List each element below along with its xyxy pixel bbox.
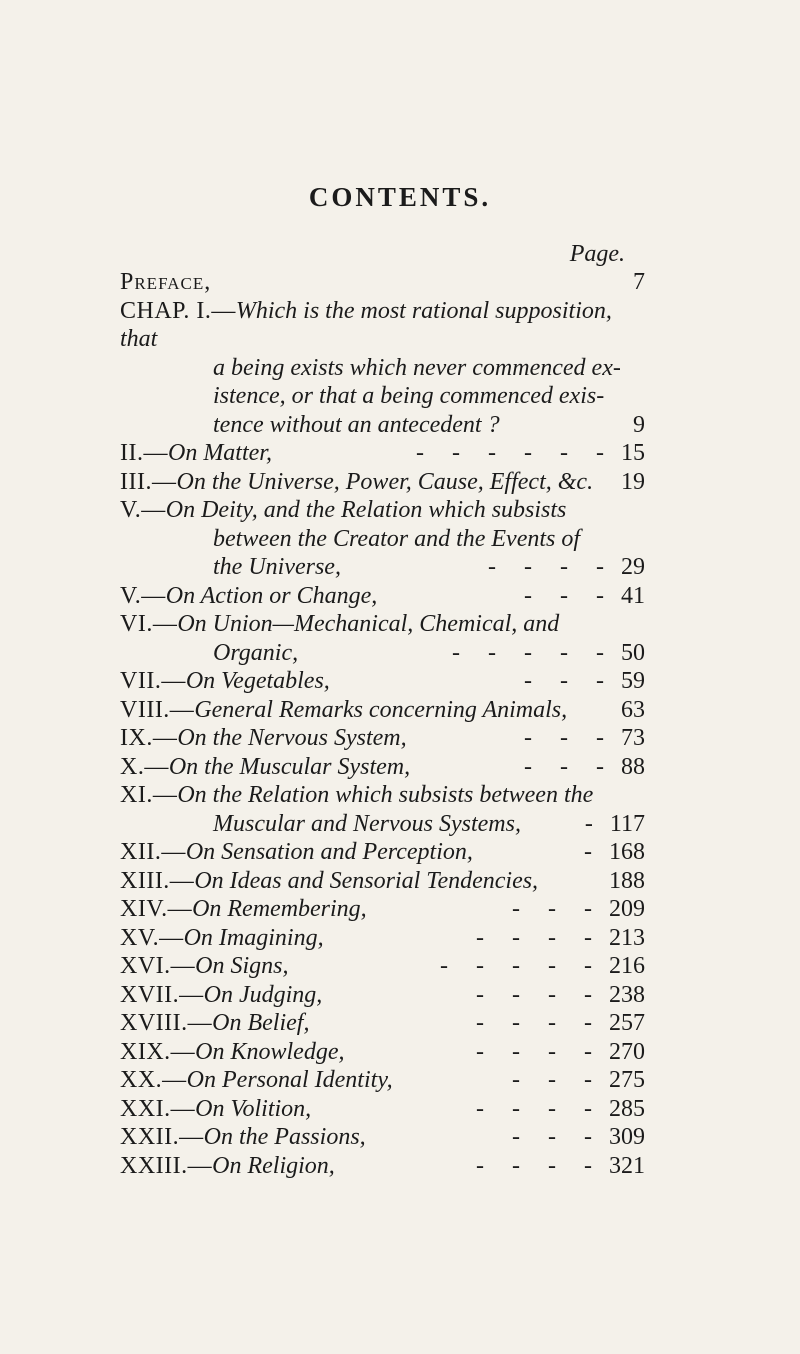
chapter-title: On Sensation and Perception, bbox=[185, 839, 473, 865]
page-number bbox=[524, 753, 645, 782]
chapter-title-continuation: between the Creator and the Events of bbox=[213, 525, 581, 552]
page-number bbox=[476, 1152, 645, 1181]
leader-dashes: - - - - bbox=[476, 924, 603, 951]
leader-dashes: - - - - bbox=[476, 1095, 603, 1122]
page-number-value: 50 bbox=[621, 639, 645, 666]
page-number bbox=[452, 639, 645, 668]
leader-dashes: - bbox=[584, 810, 604, 837]
page-number-value: 9 bbox=[633, 411, 645, 438]
chapter-number: XI.— bbox=[120, 782, 178, 808]
chapter-title: On the Relation which subsists between the bbox=[177, 782, 594, 808]
page-number-value: 88 bbox=[621, 753, 645, 780]
page-number bbox=[609, 867, 645, 896]
page-number-value: 309 bbox=[609, 1124, 645, 1150]
chapter-number: XV.— bbox=[120, 924, 184, 951]
page-number bbox=[512, 895, 645, 924]
chapter-title: Which is the most rational supposition, that bbox=[120, 297, 612, 352]
chapter-title: On Ideas and Sensorial Tendencies, bbox=[194, 867, 539, 894]
leader-dashes: - - - - bbox=[476, 981, 603, 1008]
page-number-value: 117 bbox=[609, 810, 645, 837]
chapter-title: On Matter, bbox=[167, 440, 272, 466]
page-number bbox=[524, 582, 645, 611]
page-number bbox=[584, 838, 645, 867]
toc-entry bbox=[120, 924, 645, 953]
page-number-value: 285 bbox=[609, 1095, 645, 1122]
page-number bbox=[585, 810, 645, 839]
leader-dashes: - - - - - bbox=[440, 953, 603, 979]
leader-dashes: - - - - bbox=[476, 1010, 603, 1036]
page-number bbox=[633, 268, 645, 297]
chapter-title: On Union—Mechanical, Chemical, and bbox=[177, 611, 560, 637]
toc-entry bbox=[120, 838, 645, 867]
chapter-number: VIII.— bbox=[120, 696, 195, 723]
page-number bbox=[633, 411, 645, 440]
toc-entry bbox=[120, 952, 645, 981]
toc-entry bbox=[120, 1152, 645, 1181]
chapter-number: XXII.— bbox=[120, 1124, 204, 1150]
page-number bbox=[524, 724, 645, 753]
page-number bbox=[524, 667, 645, 696]
toc-entry bbox=[120, 496, 645, 582]
chapter-title: On the Passions, bbox=[203, 1124, 366, 1150]
chapter-number: XXI.— bbox=[120, 1095, 196, 1122]
page-number bbox=[512, 1066, 645, 1095]
page-number-value: 73 bbox=[621, 725, 645, 751]
page-number-value: 216 bbox=[609, 953, 645, 979]
toc-entry bbox=[120, 781, 645, 838]
chapter-title: On Imagining, bbox=[183, 924, 324, 951]
chapter-number: CHAP. I.— bbox=[120, 297, 236, 324]
page-number-value: 188 bbox=[609, 867, 645, 894]
chapter-number: XVIII.— bbox=[120, 1010, 213, 1036]
chapter-title: On Knowledge, bbox=[195, 1038, 345, 1065]
chapter-number: V.— bbox=[120, 497, 166, 523]
chapter-number: IX.— bbox=[120, 725, 178, 751]
page-number bbox=[488, 553, 645, 582]
chapter-number: III.— bbox=[120, 468, 177, 495]
leader-dashes: - - - - bbox=[476, 1152, 603, 1179]
page-number-value: 41 bbox=[621, 582, 645, 609]
toc-entry bbox=[120, 667, 645, 696]
page-number-value: 238 bbox=[609, 981, 645, 1008]
leader-dashes: - - - bbox=[512, 896, 603, 922]
toc-entry bbox=[120, 1009, 645, 1038]
page-number-value: 7 bbox=[633, 269, 645, 295]
page-number bbox=[476, 1038, 645, 1067]
chapter-title: On Vegetables, bbox=[185, 668, 330, 694]
chapter-title-continuation: Organic, bbox=[213, 639, 299, 666]
toc-entry bbox=[120, 582, 645, 611]
chapter-number: XVI.— bbox=[120, 953, 196, 979]
page-number-value: 59 bbox=[621, 668, 645, 694]
chapter-title: On Judging, bbox=[203, 981, 323, 1008]
chapter-number: XIII.— bbox=[120, 867, 195, 894]
chapter-number: XX.— bbox=[120, 1067, 187, 1093]
chapter-title: On Personal Identity, bbox=[186, 1067, 393, 1093]
toc-entry bbox=[120, 753, 645, 782]
page-column-label: Page. bbox=[569, 241, 625, 267]
chapter-title-continuation: tence without an antecedent ? bbox=[213, 411, 500, 438]
chapter-title-continuation: a being exists which never commenced ex- bbox=[213, 354, 621, 381]
leader-dashes: - - - - bbox=[488, 554, 615, 580]
toc-entry bbox=[120, 895, 645, 924]
leader-dashes: - - - - - - bbox=[416, 440, 615, 466]
page-number bbox=[621, 696, 645, 725]
toc-entry bbox=[120, 297, 645, 440]
toc-entry bbox=[120, 724, 645, 753]
page-number-value: 257 bbox=[609, 1010, 645, 1036]
chapter-number: XXIII.— bbox=[120, 1152, 213, 1179]
leader-dashes: - - - - - bbox=[452, 639, 615, 666]
page-number-value: 213 bbox=[609, 924, 645, 951]
page-number-value: 29 bbox=[621, 554, 645, 580]
page-number-value: 15 bbox=[621, 440, 645, 466]
chapter-title: On Remembering, bbox=[192, 896, 367, 922]
leader-dashes: - - - - bbox=[476, 1038, 603, 1065]
toc-entry bbox=[120, 468, 645, 497]
chapter-title: On Deity, and the Relation which subsists bbox=[165, 497, 567, 523]
toc-entry bbox=[120, 439, 645, 468]
page-number bbox=[416, 439, 645, 468]
chapter-title: On the Universe, Power, Cause, Effect, &c. bbox=[176, 468, 594, 495]
page-number-value: 209 bbox=[609, 896, 645, 922]
chapter-title: On Belief, bbox=[212, 1010, 310, 1036]
chapter-number: II.— bbox=[120, 440, 168, 466]
toc-entry bbox=[120, 268, 645, 297]
page-number-value: 270 bbox=[609, 1038, 645, 1065]
leader-dashes: - - - bbox=[524, 753, 615, 780]
leader-dashes: - - - bbox=[524, 582, 615, 609]
table-of-contents bbox=[120, 268, 645, 1180]
toc-entry bbox=[120, 610, 645, 667]
chapter-title: On the Nervous System, bbox=[177, 725, 407, 751]
chapter-title: On the Muscular System, bbox=[168, 753, 411, 780]
chapter-title: On Volition, bbox=[195, 1095, 312, 1122]
chapter-number: V.— bbox=[120, 582, 166, 609]
toc-entry bbox=[120, 1123, 645, 1152]
chapter-number: VI.— bbox=[120, 611, 178, 637]
chapter-title: Preface, bbox=[120, 269, 212, 295]
page-number bbox=[476, 1095, 645, 1124]
page-number bbox=[621, 468, 645, 497]
page-number bbox=[512, 1123, 645, 1152]
chapter-title: On Signs, bbox=[195, 953, 289, 979]
page-number-value: 19 bbox=[621, 468, 645, 495]
leader-dashes: - - - bbox=[512, 1067, 603, 1093]
chapter-title-continuation: Muscular and Nervous Systems, bbox=[213, 810, 521, 837]
toc-entry bbox=[120, 981, 645, 1010]
chapter-title-continuation: the Universe, bbox=[213, 554, 341, 580]
chapter-number: XII.— bbox=[120, 839, 186, 865]
chapter-title: On Religion, bbox=[212, 1152, 335, 1179]
page-number-value: 321 bbox=[609, 1152, 645, 1179]
leader-dashes: - bbox=[584, 839, 603, 865]
chapter-title-continuation: istence, or that a being commenced exis- bbox=[213, 383, 605, 409]
chapter-number: XIV.— bbox=[120, 896, 193, 922]
toc-entry bbox=[120, 867, 645, 896]
page-number-value: 168 bbox=[609, 839, 645, 865]
page-number bbox=[440, 952, 645, 981]
leader-dashes: - - - bbox=[512, 1124, 603, 1150]
chapter-number: XVII.— bbox=[120, 981, 204, 1008]
page-number-value: 63 bbox=[621, 696, 645, 723]
toc-entry bbox=[120, 696, 645, 725]
toc-entry bbox=[120, 1038, 645, 1067]
chapter-number: VII.— bbox=[120, 668, 186, 694]
toc-entry bbox=[120, 1095, 645, 1124]
page-title: CONTENTS. bbox=[308, 182, 492, 212]
page-number bbox=[476, 981, 645, 1010]
leader-dashes: - - - bbox=[524, 668, 615, 694]
page-number bbox=[476, 924, 645, 953]
leader-dashes: - - - bbox=[524, 725, 615, 751]
page-number bbox=[476, 1009, 645, 1038]
chapter-title: On Action or Change, bbox=[165, 582, 378, 609]
chapter-number: X.— bbox=[120, 753, 169, 780]
chapter-number: XIX.— bbox=[120, 1038, 196, 1065]
chapter-title: General Remarks concerning Animals, bbox=[194, 696, 568, 723]
toc-entry bbox=[120, 1066, 645, 1095]
page-number-value: 275 bbox=[609, 1067, 645, 1093]
